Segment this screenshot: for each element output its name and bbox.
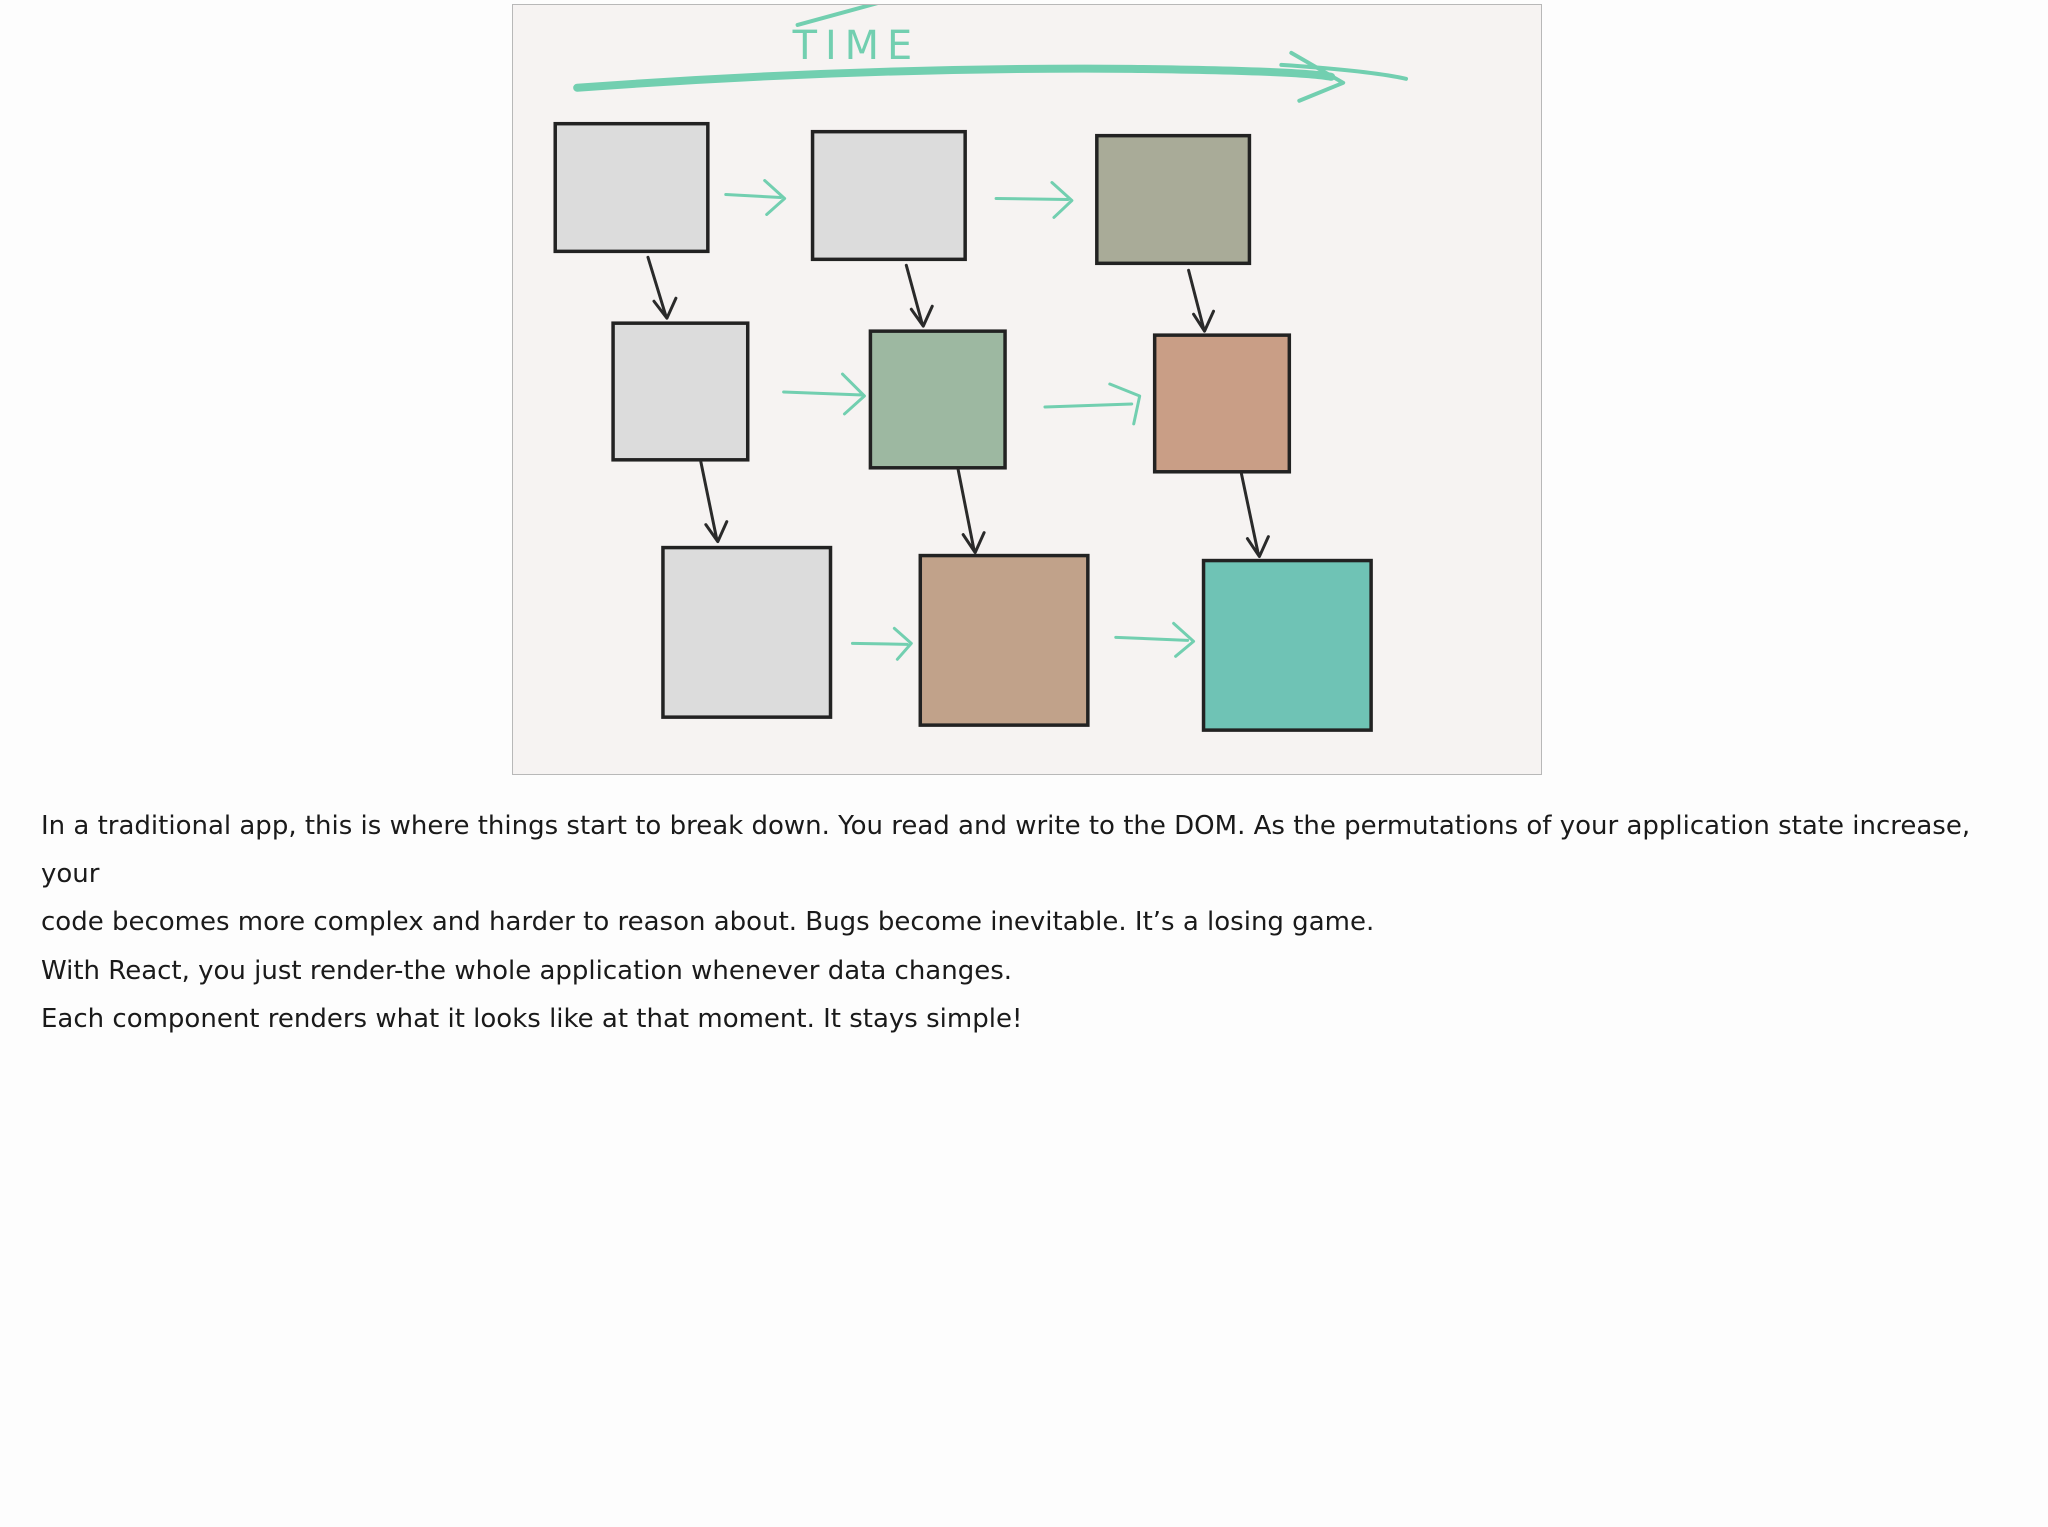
caption-line: Each component renders what it looks like at that moment. It stays simple! (41, 1004, 1023, 1034)
state-box-r3c2 (920, 556, 1088, 726)
down-arrow-icon (906, 265, 932, 326)
state-diagram-figure (512, 4, 1542, 775)
down-arrow-icon (1241, 474, 1268, 557)
state-box-r3c1 (663, 548, 831, 718)
down-arrow-icon (1189, 270, 1214, 331)
right-arrow-icon (784, 374, 865, 414)
caption-paragraph-react (41, 947, 2011, 1043)
right-arrow-icon (1116, 623, 1194, 656)
state-box-r1c3 (1097, 136, 1250, 264)
caption-line: With React, you just render-the whole application whenever data changes. (41, 956, 1013, 986)
state-box-r1c2 (813, 132, 966, 260)
state-box-r2c3 (1155, 335, 1290, 472)
caption-paragraph-traditional (41, 802, 2011, 946)
down-arrow-icon (701, 462, 727, 542)
state-box-r3c3 (1204, 561, 1372, 731)
caption-line: In a traditional app, this is where things start to break down. You read and write to the DOM. As the permutations of your application state increase, your (41, 811, 1971, 889)
right-arrow-icon (1045, 384, 1140, 424)
state-diagram-svg (513, 5, 1541, 774)
down-arrow-icon (648, 257, 676, 318)
down-arrow-icon (958, 470, 984, 553)
time-arrow (577, 5, 1406, 101)
state-box-r2c2 (870, 331, 1005, 468)
state-box-r2c1 (613, 323, 748, 460)
right-arrow-icon (996, 183, 1072, 218)
caption-line: code becomes more complex and harder to reason about. Bugs become inevitable. It’s a losing game. (41, 907, 1375, 937)
right-arrow-icon (726, 181, 785, 215)
state-box-r1c1 (555, 124, 708, 252)
right-arrow-icon (852, 628, 911, 659)
time-label: TIME (792, 22, 921, 69)
